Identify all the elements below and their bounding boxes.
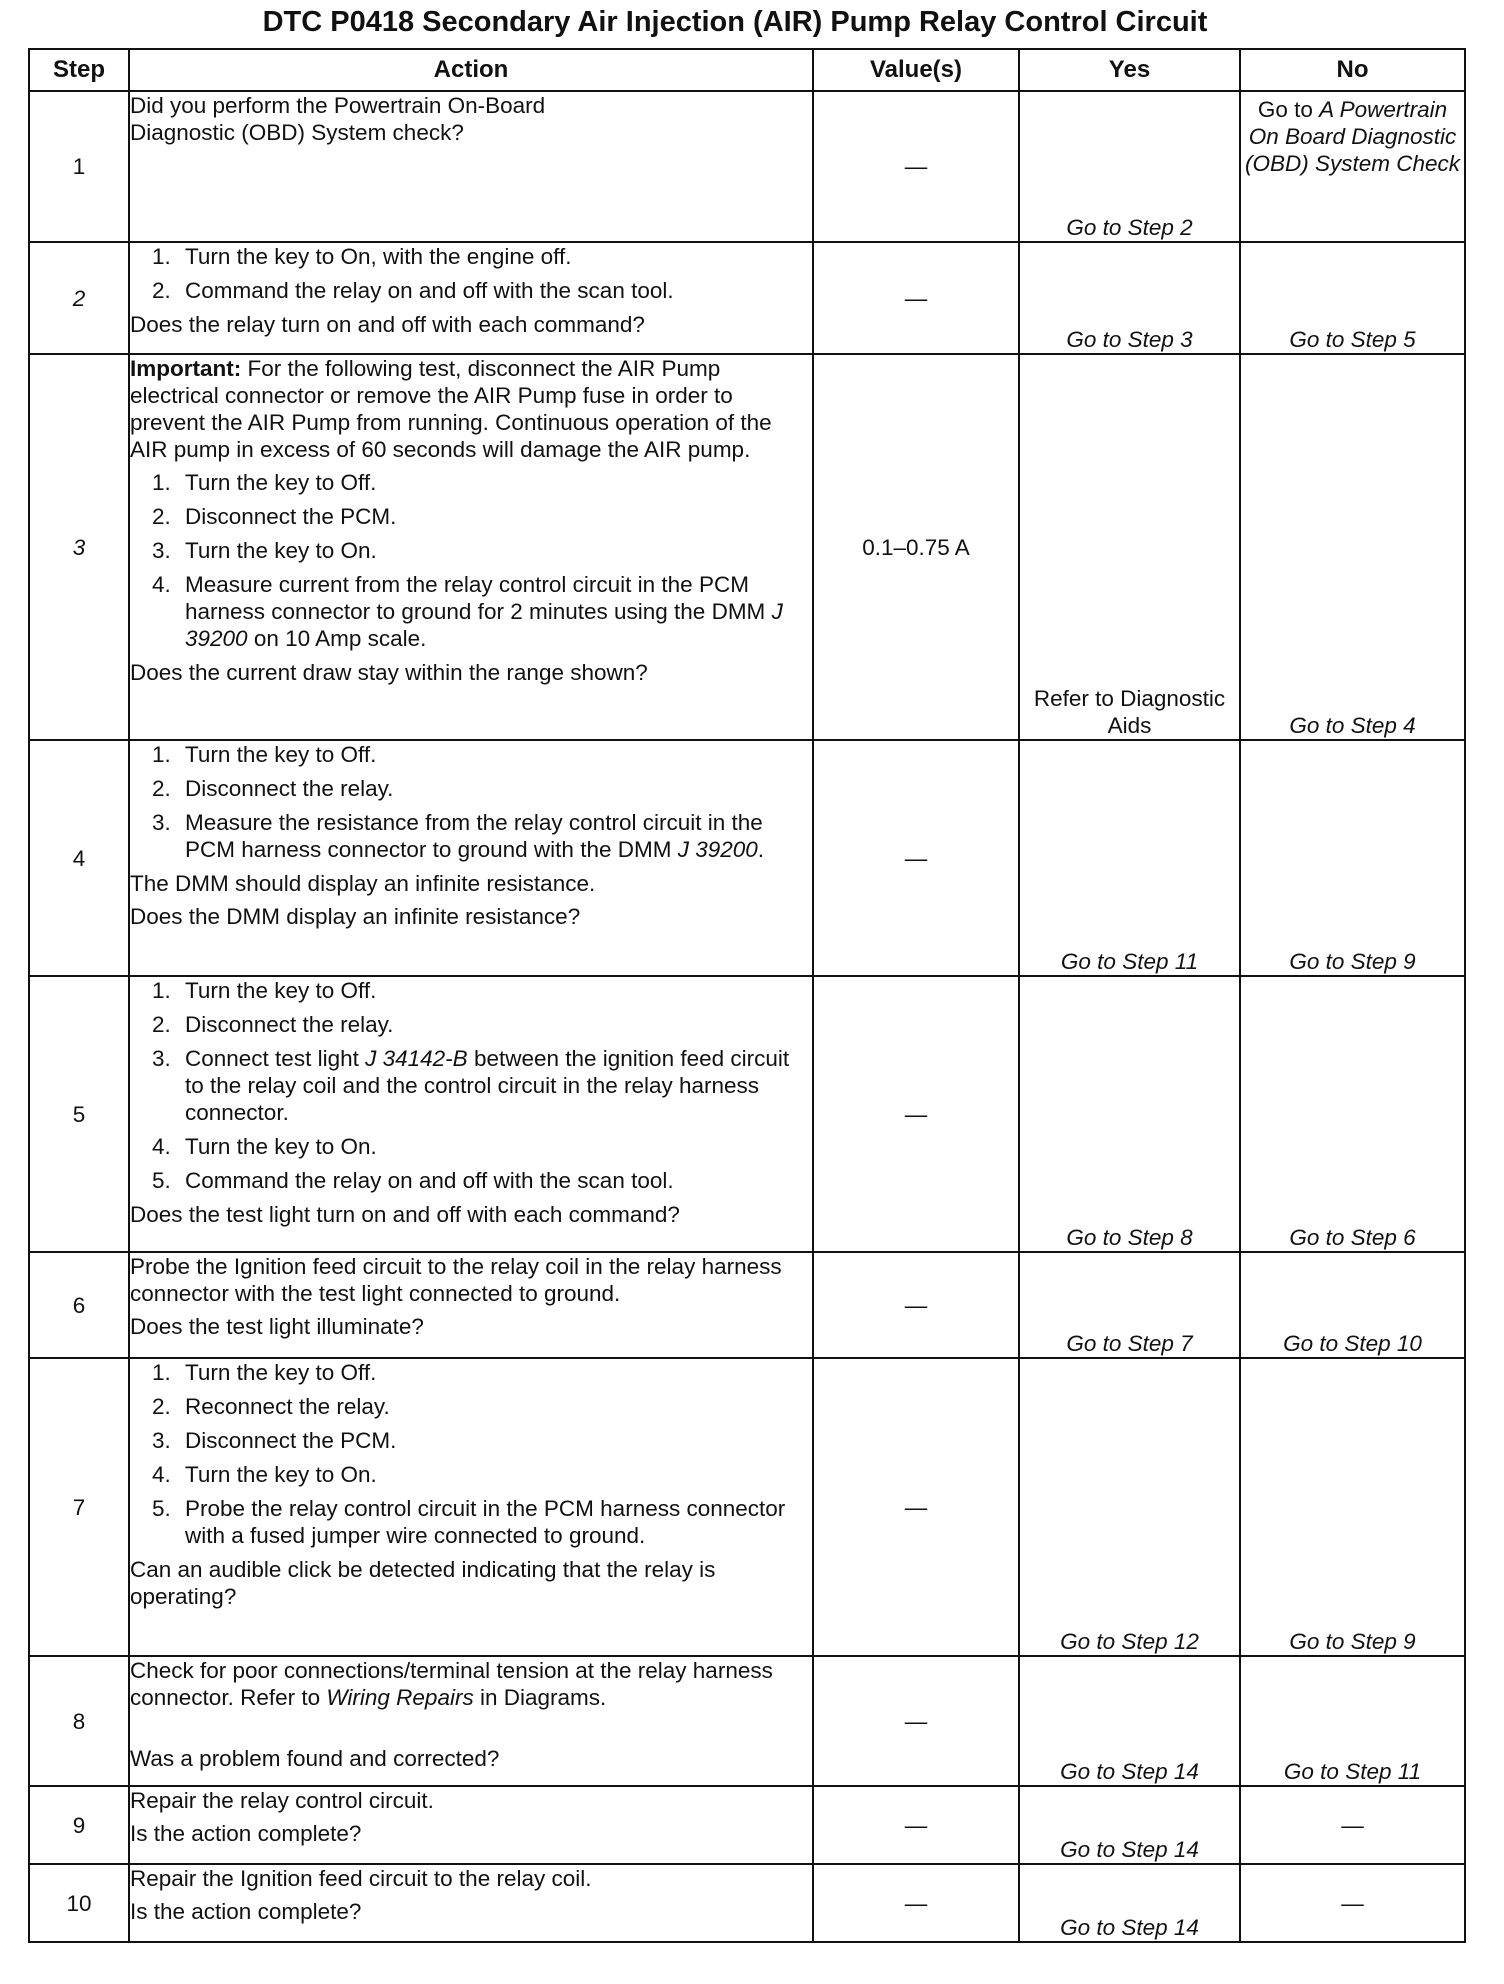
step-number: 5 bbox=[29, 976, 129, 1252]
item-number: 3. bbox=[152, 1046, 171, 1071]
step-no-link: Go to Step 11 bbox=[1240, 1656, 1465, 1786]
page-title: DTC P0418 Secondary Air Injection (AIR) Pump Relay Control Circuit bbox=[262, 6, 1208, 38]
item-text: Turn the key to On. bbox=[185, 1462, 377, 1487]
action-text-start: Check for poor connections/terminal tension at the relay harness connector. Refer to bbox=[130, 1658, 773, 1710]
item-text: Disconnect the relay. bbox=[185, 1012, 394, 1037]
item-number: 1. bbox=[152, 1360, 171, 1385]
step-value: — bbox=[813, 740, 1019, 976]
item-text: Reconnect the relay. bbox=[185, 1394, 390, 1419]
item-number: 2. bbox=[152, 1012, 171, 1037]
action-steps bbox=[130, 977, 812, 1194]
table-row bbox=[29, 976, 1465, 1252]
item-text: Disconnect the relay. bbox=[185, 776, 394, 801]
table-row bbox=[29, 91, 1465, 242]
action-step-item bbox=[130, 1393, 812, 1420]
tool-reference: J 34142-B bbox=[365, 1046, 468, 1071]
step-yes-link: Go to Step 11 bbox=[1019, 740, 1240, 976]
action-question: Does the current draw stay within the range shown? bbox=[130, 660, 648, 685]
step-no-link: — bbox=[1240, 1786, 1465, 1864]
table-row bbox=[29, 740, 1465, 976]
step-action bbox=[129, 1786, 813, 1864]
action-step-item bbox=[130, 469, 812, 496]
item-text-end: . bbox=[757, 837, 765, 862]
action-question: Is the action complete? bbox=[130, 1899, 362, 1924]
action-question: Does the relay turn on and off with each command? bbox=[130, 312, 645, 337]
action-question: Does the test light illuminate? bbox=[130, 1314, 424, 1339]
important-label: Important: bbox=[130, 356, 242, 381]
item-number: 4. bbox=[152, 1134, 171, 1159]
table-header-row bbox=[29, 49, 1465, 91]
action-step-item bbox=[130, 1045, 812, 1126]
step-no-link: Go to Step 10 bbox=[1240, 1252, 1465, 1358]
item-number: 2. bbox=[152, 504, 171, 529]
step-yes-link: Go to Step 14 bbox=[1019, 1656, 1240, 1786]
action-step-item bbox=[130, 741, 812, 768]
action-text bbox=[130, 1657, 812, 1711]
step-yes-link: Go to Step 2 bbox=[1019, 91, 1240, 242]
step-number: 3 bbox=[29, 354, 129, 740]
step-action bbox=[129, 1252, 813, 1358]
action-question: Is the action complete? bbox=[130, 1821, 362, 1846]
step-value: — bbox=[813, 1864, 1019, 1942]
action-step-item bbox=[130, 243, 812, 270]
item-number: 1. bbox=[152, 978, 171, 1003]
no-link-reference: A Powertrain On Board Diagnostic (OBD) System Check bbox=[1244, 97, 1461, 176]
item-text: Measure current from the relay control circuit in the PCM harness connector to ground for 2 minutes using the DMM bbox=[185, 572, 772, 624]
spacer bbox=[130, 1717, 812, 1741]
action-step-item bbox=[130, 1427, 812, 1454]
action-step-item bbox=[130, 977, 812, 1004]
action-step-item bbox=[130, 571, 812, 652]
action-steps bbox=[130, 1359, 812, 1549]
action-question: Does the DMM display an infinite resistance? bbox=[130, 904, 581, 929]
item-number: 1. bbox=[152, 244, 171, 269]
tool-reference: J 39200 bbox=[185, 599, 783, 651]
action-step-item bbox=[130, 503, 812, 530]
step-yes-link: Go to Step 7 bbox=[1019, 1252, 1240, 1358]
table-row bbox=[29, 1358, 1465, 1656]
step-no-link: Go to Step 4 bbox=[1240, 354, 1465, 740]
step-no-link: Go to Step 9 bbox=[1240, 740, 1465, 976]
step-action bbox=[129, 976, 813, 1252]
step-number: 4 bbox=[29, 740, 129, 976]
item-number: 2. bbox=[152, 1394, 171, 1419]
column-header-step: Step bbox=[29, 49, 129, 91]
action-step-item bbox=[130, 1359, 812, 1386]
action-step-item bbox=[130, 1133, 812, 1160]
step-action bbox=[129, 242, 813, 354]
step-number: 1 bbox=[29, 91, 129, 242]
item-number: 3. bbox=[152, 538, 171, 563]
step-number: 10 bbox=[29, 1864, 129, 1942]
step-no-link bbox=[1240, 91, 1465, 242]
item-text: Turn the key to On. bbox=[185, 1134, 377, 1159]
action-note: The DMM should display an infinite resistance. bbox=[130, 871, 596, 896]
item-text: Measure the resistance from the relay control circuit in the PCM harness connector to ground with the DMM bbox=[185, 810, 763, 862]
item-text: Turn the key to Off. bbox=[185, 470, 377, 495]
table-row bbox=[29, 1252, 1465, 1358]
step-yes-link: Go to Step 3 bbox=[1019, 242, 1240, 354]
item-number: 2. bbox=[152, 278, 171, 303]
action-step-item bbox=[130, 1461, 812, 1488]
step-no-link: Go to Step 9 bbox=[1240, 1358, 1465, 1656]
step-value: — bbox=[813, 976, 1019, 1252]
action-steps bbox=[130, 741, 812, 863]
item-number: 5. bbox=[152, 1496, 171, 1521]
item-text-end: on 10 Amp scale. bbox=[247, 626, 427, 651]
action-text: Probe the Ignition feed circuit to the relay coil in the relay harness connector with the test light connected to ground. bbox=[130, 1254, 782, 1306]
item-text: Turn the key to Off. bbox=[185, 1360, 377, 1385]
item-text: Disconnect the PCM. bbox=[185, 1428, 397, 1453]
step-number: 6 bbox=[29, 1252, 129, 1358]
action-text: Repair the relay control circuit. bbox=[130, 1788, 434, 1813]
step-yes-link: Go to Step 12 bbox=[1019, 1358, 1240, 1656]
item-text-end: between the ignition feed circuit to the relay coil and the control circuit in the relay harness connector. bbox=[185, 1046, 790, 1125]
step-value: — bbox=[813, 91, 1019, 242]
item-number: 1. bbox=[152, 470, 171, 495]
item-text: Turn the key to On, with the engine off. bbox=[185, 244, 572, 269]
item-text: Command the relay on and off with the scan tool. bbox=[185, 1168, 674, 1193]
action-question: Can an audible click be detected indicating that the relay is operating? bbox=[130, 1557, 716, 1609]
item-number: 3. bbox=[152, 810, 171, 835]
action-text-end: in Diagrams. bbox=[473, 1685, 607, 1710]
action-step-item bbox=[130, 277, 812, 304]
step-value: — bbox=[813, 1656, 1019, 1786]
step-value: — bbox=[813, 1358, 1019, 1656]
step-value: 0.1–0.75 A bbox=[813, 354, 1019, 740]
step-value: — bbox=[813, 1252, 1019, 1358]
action-step-item bbox=[130, 1495, 812, 1549]
action-text: Repair the Ignition feed circuit to the relay coil. bbox=[130, 1866, 592, 1891]
item-text: Turn the key to Off. bbox=[185, 742, 377, 767]
step-value: — bbox=[813, 1786, 1019, 1864]
table-row bbox=[29, 1656, 1465, 1786]
action-text: Did you perform the Powertrain On-Board Diagnostic (OBD) System check? bbox=[130, 93, 546, 145]
important-text: For the following test, disconnect the AIR Pump electrical connector or remove the AIR Pump fuse in order to prevent the AIR Pump from running. Continuous operation of the AIR pump in excess of 60 seconds will damage the AIR pump. bbox=[130, 356, 772, 462]
column-header-values: Value(s) bbox=[813, 49, 1019, 91]
item-text: Connect test light bbox=[185, 1046, 366, 1071]
step-number: 8 bbox=[29, 1656, 129, 1786]
item-number: 5. bbox=[152, 1168, 171, 1193]
item-number: 2. bbox=[152, 776, 171, 801]
action-steps bbox=[130, 243, 812, 304]
table-row bbox=[29, 242, 1465, 354]
action-question: Does the test light turn on and off with each command? bbox=[130, 1202, 680, 1227]
column-header-yes: Yes bbox=[1019, 49, 1240, 91]
step-yes-link: Go to Step 14 bbox=[1019, 1786, 1240, 1864]
item-number: 4. bbox=[152, 1462, 171, 1487]
item-number: 3. bbox=[152, 1428, 171, 1453]
item-text: Turn the key to Off. bbox=[185, 978, 377, 1003]
action-step-item bbox=[130, 775, 812, 802]
step-action bbox=[129, 1864, 813, 1942]
table-row bbox=[29, 1864, 1465, 1942]
action-step-item bbox=[130, 809, 812, 863]
action-step-item bbox=[130, 1167, 812, 1194]
action-step-item bbox=[130, 537, 812, 564]
step-action bbox=[129, 1358, 813, 1656]
step-yes-link: Refer to Diagnostic Aids bbox=[1019, 354, 1240, 740]
no-link-prefix: Go to bbox=[1257, 97, 1320, 122]
action-steps bbox=[130, 469, 812, 652]
table-row bbox=[29, 354, 1465, 740]
tool-reference: J 39200 bbox=[677, 837, 758, 862]
step-number: 7 bbox=[29, 1358, 129, 1656]
item-text: Disconnect the PCM. bbox=[185, 504, 397, 529]
action-question: Was a problem found and corrected? bbox=[130, 1746, 500, 1771]
important-note bbox=[130, 355, 812, 463]
step-no-link: Go to Step 6 bbox=[1240, 976, 1465, 1252]
manual-reference: Wiring Repairs bbox=[326, 1685, 474, 1710]
step-yes-link: Go to Step 8 bbox=[1019, 976, 1240, 1252]
item-number: 4. bbox=[152, 572, 171, 597]
table-row bbox=[29, 1786, 1465, 1864]
step-action bbox=[129, 1656, 813, 1786]
step-no-link: Go to Step 5 bbox=[1240, 242, 1465, 354]
item-text: Turn the key to On. bbox=[185, 538, 377, 563]
item-text: Probe the relay control circuit in the PCM harness connector with a fused jumper wire connected to ground. bbox=[185, 1496, 786, 1548]
column-header-no: No bbox=[1240, 49, 1465, 91]
step-action bbox=[129, 91, 813, 242]
step-no-link: — bbox=[1240, 1864, 1465, 1942]
step-yes-link: Go to Step 14 bbox=[1019, 1864, 1240, 1942]
item-number: 1. bbox=[152, 742, 171, 767]
diagnostic-table bbox=[28, 48, 1466, 1943]
step-action bbox=[129, 740, 813, 976]
action-step-item bbox=[130, 1011, 812, 1038]
step-value: — bbox=[813, 242, 1019, 354]
item-text: Command the relay on and off with the scan tool. bbox=[185, 278, 674, 303]
step-number: 9 bbox=[29, 1786, 129, 1864]
column-header-action: Action bbox=[129, 49, 813, 91]
step-number: 2 bbox=[29, 242, 129, 354]
step-action bbox=[129, 354, 813, 740]
